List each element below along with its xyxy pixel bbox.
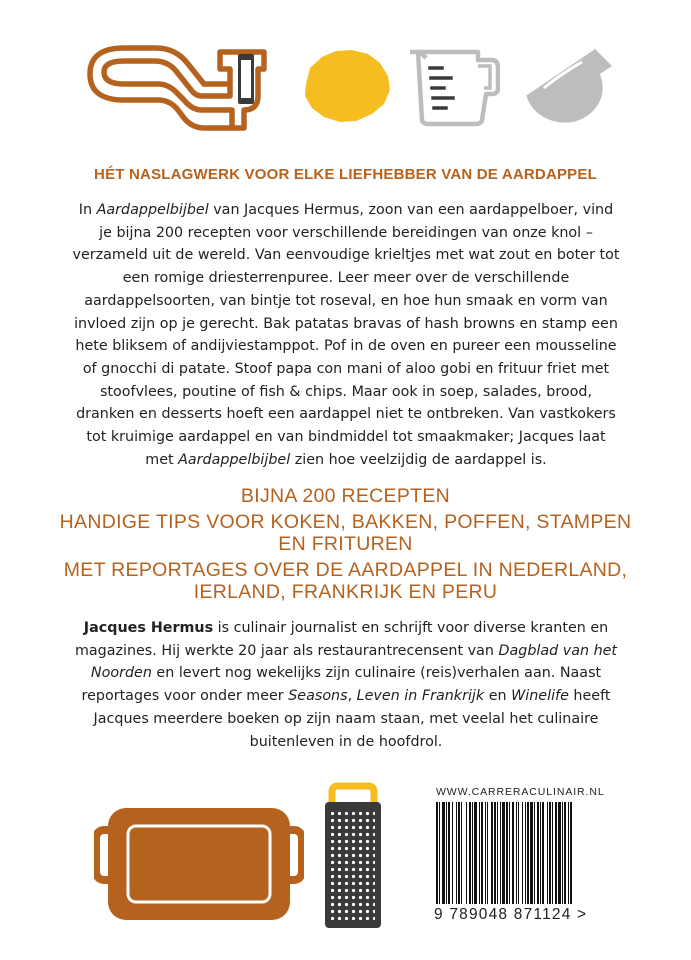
feature-item — [0, 559, 691, 604]
intro-prefix: In — [78, 202, 97, 218]
intro-body: van Jacques Hermus, zoon van een aardappelboer, vind je bijna 200 recepten voor verschillende bereidingen van onze knol – verzameld uit de wereld. Van eenvoudige krieltjes met wat zout en boter tot een romige driesterrenpuree. Leer meer over de verschillende aardappelsoorten, van bintje tot roseval, en hoe hun smaak en vorm van invloed zijn op je gerecht. Bak patatas bravas of hash browns en stamp een hete bliksem of andijviestamppot. Pof in de oven en pureer een mousseline of gnocchi di patate. Stoof papa con mani of aloo gobi en frituur friet met stoofvlees, poutine of fish & chips. Maar ook in soep, salades, brood, dranken en desserts hoeft een aardappel niet te ontbreken. Van vastkokers tot kruimige aardappel en van bindmiddel tot smaakmaker; Jacques laat met — [72, 202, 620, 468]
author-bio — [72, 617, 620, 753]
feature-list — [0, 485, 691, 604]
publication-title: Winelife — [511, 688, 569, 705]
bio-text: heeft Jacques meerdere boeken op zijn naam staan, met veelal het culinaire buitenleven in de hoofdrol. — [93, 688, 611, 750]
bio-text: , — [347, 688, 357, 705]
bio-text: en levert nog wekelijks zijn culinaire (reis)verhalen aan. Naast reportages voor onder meer — [81, 665, 602, 705]
feature-item — [0, 485, 691, 508]
book-title: Aardappelbijbel — [96, 202, 209, 218]
bio-text: en — [484, 688, 512, 705]
peeler-icon — [84, 44, 274, 136]
publication-title: Seasons — [288, 688, 348, 705]
feature-item — [0, 511, 691, 556]
feature-line: EN FRITUREN — [278, 533, 413, 555]
mixing-bowl-icon — [522, 44, 614, 126]
feature-line: MET REPORTAGES OVER DE AARDAPPEL IN NEDERLAND, — [63, 558, 628, 581]
lemon-icon — [296, 46, 396, 126]
feature-line: BIJNA 200 RECEPTEN — [240, 485, 451, 507]
bio-text: is culinair journalist en schrijft voor diverse kranten en magazines. Hij werkte 20 jaar als restaurantrecensent van — [74, 620, 609, 659]
feature-line: HANDIGE TIPS VOOR KOKEN, BAKKEN, POFFEN, STAMPEN — [59, 510, 632, 533]
isbn-number — [434, 906, 587, 924]
isbn-arrow: > — [577, 906, 588, 923]
publisher-website: WWW.CARRERACULINAIR.NL — [436, 786, 605, 798]
publication-title: Dagblad van het Noorden — [90, 642, 618, 682]
feature-line: IERLAND, FRANKRIJK EN PERU — [193, 581, 498, 603]
publication-title: Leven in Frankrijk — [356, 688, 485, 705]
baking-tray-icon — [94, 798, 304, 928]
book-title-repeat: Aardappelbijbel — [178, 451, 291, 468]
barcode-icon — [436, 802, 620, 904]
grater-icon — [322, 782, 384, 930]
measuring-cup-icon — [404, 44, 500, 128]
intro-ending: zien hoe veelzijdig de aardappel is. — [290, 451, 547, 468]
isbn-digits: 9 789048 871124 — [434, 906, 572, 923]
author-name: Jacques Hermus — [83, 620, 214, 636]
tagline-heading: HÉT NASLAGWERK VOOR ELKE LIEFHEBBER VAN DE AARDAPPEL — [94, 166, 597, 183]
intro-paragraph — [72, 199, 620, 471]
